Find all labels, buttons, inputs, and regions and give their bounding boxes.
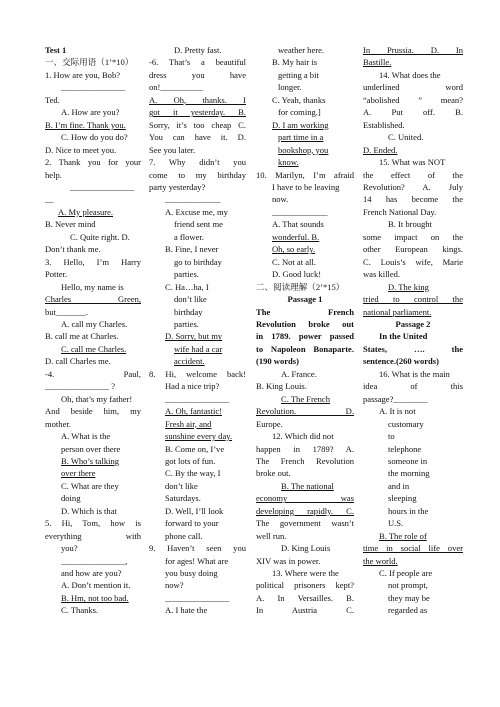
text-line: B. My hair is (272, 57, 318, 68)
text-line: A. Oh, thanks. I (149, 94, 246, 105)
text-line: 16. What is the main (379, 368, 450, 379)
text-line: D. Pretty fast. (174, 45, 222, 55)
text-line: _______________ ? (45, 381, 116, 392)
text-line: B. call me at Charles. (45, 331, 119, 342)
text-line: doing (61, 493, 81, 504)
text-line: tried to control the (363, 294, 463, 305)
text-line: You can have it. D. (149, 132, 246, 143)
text-line: passage?________ (363, 393, 428, 404)
text-line: C. Yeah, thanks (272, 94, 326, 105)
text-line: Revolution. D. (256, 406, 354, 417)
text-line: national parliament. (363, 306, 432, 317)
text-line: party yesterday? (149, 181, 206, 192)
text-line: sunshine every day. (165, 431, 233, 442)
text-line: (190 words) (256, 356, 299, 367)
text-line: -4. Paul, (45, 368, 141, 379)
text-line: got it yesterday. B. (149, 107, 246, 118)
text-line: Revolution broke out (256, 318, 354, 329)
text-line: now? (165, 580, 184, 591)
text-line: 3. Hello, I’m Harry (45, 256, 141, 267)
text-line: C. Louis’s wife, Marie (363, 256, 463, 267)
text-line: friend sent me (174, 219, 223, 230)
text-line: The French (256, 306, 354, 317)
text-line: A. What is the (61, 431, 111, 442)
text-line: phone call. (165, 530, 203, 541)
text-line: A. In Versailles. B. (256, 592, 354, 603)
text-line: __ (45, 194, 54, 205)
text-line: States, …. the (363, 343, 463, 354)
text-line: A. That sounds (272, 219, 324, 230)
text-line: U.S. (388, 518, 404, 529)
text-line: B. Fine, I never (165, 244, 219, 255)
text-line: the effect of the (363, 169, 463, 180)
text-line: _____________ (165, 194, 221, 205)
text-line: in 1789. power passed (256, 331, 354, 342)
text-line: some impact on the (363, 231, 463, 242)
text-line: A. Put off. B. (363, 107, 463, 118)
text-line: 一、交际用语（1’*10） (45, 57, 134, 68)
text-line: B. Come on, I’ve (165, 443, 225, 454)
text-line: A. call my Charles. (61, 318, 128, 329)
text-line: C. Thanks. (61, 605, 99, 616)
text-line: political prisoners kept? (256, 580, 354, 591)
text-line: you busy doing (165, 568, 218, 579)
text-line: to Napoleon Bonaparte. (256, 343, 354, 354)
text-line: 8. Hi, welcome back! (149, 368, 246, 379)
text-line: In Prussia. D. In (363, 45, 463, 55)
text-line: XIV was in power. (256, 555, 321, 566)
text-line: not prompt, (388, 580, 428, 591)
text-line: weather here. (278, 45, 325, 55)
text-line: _____________ (272, 206, 328, 217)
text-line: developing rapidly. C. (256, 505, 354, 516)
text-line: know. (278, 157, 299, 168)
text-line: _______________ (61, 82, 126, 93)
text-line: 13. Where were the (272, 568, 339, 579)
text-line: Passage 2 (395, 318, 431, 329)
text-line: time in social life over (363, 543, 463, 554)
text-line: B. The national (281, 480, 334, 491)
text-line: Saturdays. (165, 493, 201, 504)
text-line: B. It brought (388, 219, 432, 230)
text-line: mother. (45, 418, 71, 429)
text-line: forward to your (165, 518, 219, 529)
text-line: sentence.(260 words) (363, 356, 439, 367)
text-line: someone in (388, 455, 428, 466)
text-line: A. France. (281, 368, 317, 379)
text-line: D. I am working (272, 119, 329, 130)
text-line: regarded as (388, 605, 428, 616)
text-line: B. I’m fine. Thank you. (45, 119, 126, 130)
text-line: Fresh air, and (165, 418, 212, 429)
text-line: C. Quite right. D. (70, 231, 130, 242)
text-line: 1. How are you, Bob? (45, 69, 121, 80)
text-line: don’t like (174, 294, 207, 305)
text-line: A. I hate the (165, 605, 208, 616)
text-line: D. King Louis (281, 543, 331, 554)
text-line: A. Don’t mention it. (61, 580, 131, 591)
text-line: 2. Thank you for your (45, 157, 141, 168)
text-line: _______________ (165, 592, 230, 603)
column-1 (45, 44, 141, 617)
text-line: 10. Marilyn, I’m afraid (256, 169, 354, 180)
text-line: Revolution? A. July (363, 181, 463, 192)
text-line: 15. What was NOT (379, 157, 446, 168)
text-line: See you later. (149, 144, 196, 155)
text-line: 5. Hi, Tom, how is (45, 518, 141, 529)
text-line: don’t like (165, 480, 198, 491)
text-line: now. (272, 194, 289, 205)
text-line: parties. (174, 318, 199, 329)
text-line: to (388, 431, 395, 442)
text-line: dress you have (149, 69, 246, 80)
text-line: well run. (256, 530, 287, 541)
text-line: 9. Haven’t seen you (149, 543, 246, 554)
text-line: go to birthday (174, 256, 222, 267)
column-3 (256, 44, 354, 617)
text-line: idea of this (363, 381, 463, 392)
text-line: wife had a car (174, 343, 223, 354)
text-line: 7. Why didn’t you (149, 157, 246, 168)
text-line: on!__________ (149, 82, 204, 93)
text-line: B. Who’s talking (61, 455, 120, 466)
text-line: C. What are they (61, 480, 119, 491)
text-line: “abolished ” mean? (363, 94, 463, 105)
text-line: In the United (379, 331, 428, 342)
text-line: A. Excuse me, my (165, 206, 228, 217)
text-line: for ages! What are (165, 555, 229, 566)
text-line: A. My pleasure. (58, 206, 114, 217)
text-line: accident. (174, 356, 205, 367)
text-line: sleeping (388, 493, 417, 504)
text-line: 14 has become the (363, 194, 463, 205)
text-line: D. Sorry, but my (165, 331, 223, 342)
text-line: C. How do you do? (61, 132, 128, 143)
text-line: they may be (388, 592, 430, 603)
text-line: And beside him, my (45, 406, 141, 417)
text-line: Passage 1 (287, 294, 323, 305)
text-line: was killed. (363, 269, 401, 280)
text-line: D. Nice to meet you. (45, 144, 117, 155)
text-line: Europe. (256, 418, 283, 429)
text-line: wonderful. B. (272, 231, 320, 242)
text-line: The French Revolution (256, 455, 354, 466)
text-line: economy was (256, 493, 354, 504)
text-line: the world. (363, 555, 398, 566)
text-line: B. Never mind (45, 219, 96, 230)
text-line: the morning (388, 468, 430, 479)
text-line: part time in a (278, 132, 324, 143)
text-line: The government wasn’t (256, 518, 354, 529)
document-page (45, 44, 463, 694)
column-2 (149, 44, 246, 617)
text-line: birthday (174, 306, 203, 317)
text-line: happen in 1789? A. (256, 443, 354, 454)
text-line: for coming.] (278, 107, 321, 118)
text-line: C. Ha…ha, I (165, 281, 209, 292)
text-line: other European kings. (363, 244, 463, 255)
text-line: telephone (388, 443, 422, 454)
text-line: D. call Charles me. (45, 356, 111, 367)
text-line: hours in the (388, 505, 429, 516)
text-line: Bastille. (363, 57, 392, 68)
text-line: come to my birthday (149, 169, 246, 180)
column-4 (363, 44, 463, 617)
text-line: broke out. (256, 468, 291, 479)
text-line: _______________, (61, 555, 128, 566)
text-line: In Austria C. (256, 605, 354, 616)
text-line: D. Well, I’ll look (165, 505, 224, 516)
text-line: C. United. (388, 132, 424, 143)
text-line: C. By the way, I (165, 468, 221, 479)
text-line: Oh, so early. (272, 244, 316, 255)
text-line: over there (61, 468, 96, 479)
text-line: B. The role of (379, 530, 427, 541)
text-line: D. Which is that (61, 505, 117, 516)
text-line: Ted. (45, 94, 60, 105)
text-line: and in (388, 480, 410, 491)
text-line: French National Day. (363, 206, 437, 217)
text-line: A. It is not (379, 406, 416, 417)
text-line: C. call me Charles. (61, 343, 127, 354)
text-line: _______________ (70, 181, 135, 192)
text-line: Oh, that’s my father! (61, 393, 133, 404)
text-line: everything with (45, 530, 141, 541)
text-line: _______________ (165, 393, 230, 404)
text-line: Charles Green, (45, 294, 141, 305)
text-line: Established. (363, 119, 405, 130)
text-line: 二、阅读理解（2’*15） (256, 281, 345, 292)
text-line: got lots of fun. (165, 455, 216, 466)
text-line: 12. Which did not (272, 431, 334, 442)
text-line: A. How are you? (61, 107, 120, 118)
text-line: Had a nice trip? (165, 381, 220, 392)
text-line: I have to be leaving (272, 181, 340, 192)
text-line: and how are you? (61, 568, 122, 579)
text-line: -6. That’s a beautiful (149, 57, 246, 68)
text-line: B. King Louis. (256, 381, 307, 392)
text-line: D. The king (388, 281, 429, 292)
text-line: getting a bit (278, 69, 319, 80)
text-line: C. Not at all. (272, 256, 316, 267)
text-line: D. Good luck! (272, 269, 322, 280)
text-line: underlined word (363, 82, 463, 93)
text-line: help. (45, 169, 62, 180)
text-line: bookshop, you (278, 144, 329, 155)
text-line: customary (388, 418, 424, 429)
text-line: a flower. (174, 231, 204, 242)
text-line: Potter. (45, 269, 68, 280)
text-line: you? (61, 543, 78, 554)
text-line: person over there (61, 443, 121, 454)
text-line: Don’t thank me. (45, 244, 101, 255)
text-line: D. Ended. (363, 144, 398, 155)
text-line: Test 1 (45, 45, 67, 55)
text-line: B. Hm, not too bad. (61, 592, 129, 603)
text-line: but_______. (45, 306, 88, 317)
text-line: longer. (278, 82, 302, 93)
text-line: Hello, my name is (61, 281, 124, 292)
text-line: parties. (174, 269, 199, 280)
text-line: C. The French (281, 393, 330, 404)
text-line: Sorry, it’s too cheap C. (149, 119, 246, 130)
text-line: C. If people are (379, 568, 433, 579)
text-line: 14. What does the (379, 69, 441, 80)
text-line: A. Oh, fantastic! (165, 406, 222, 417)
